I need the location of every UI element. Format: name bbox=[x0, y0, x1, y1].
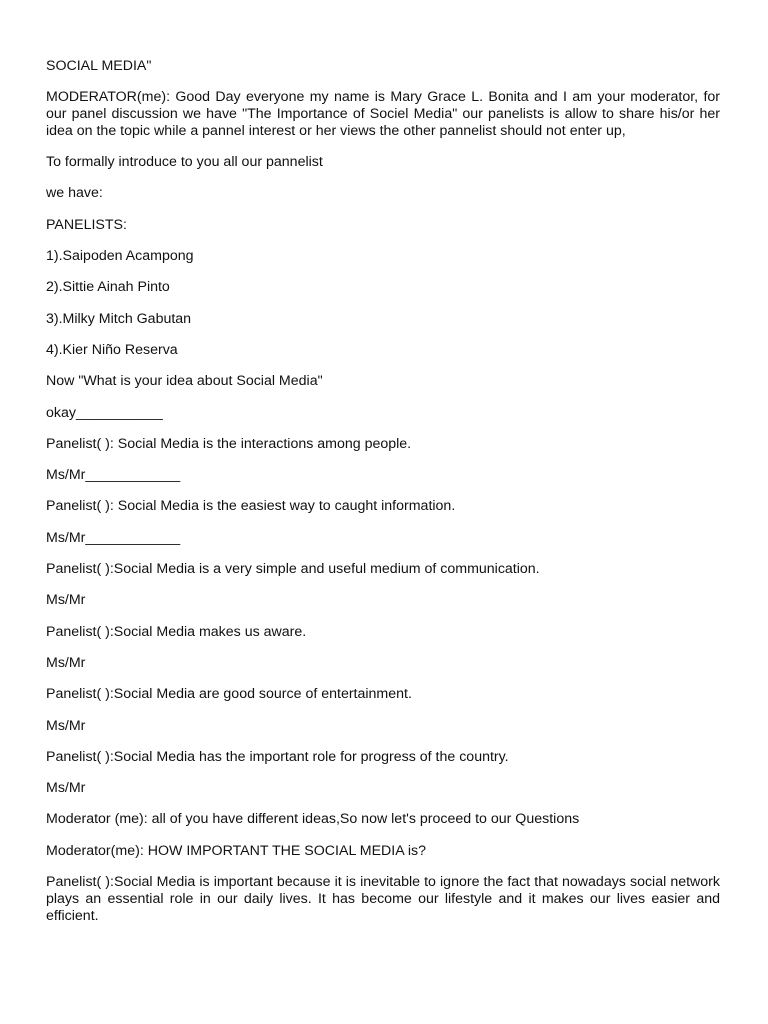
document-paragraph: Ms/Mr bbox=[46, 717, 86, 734]
document-paragraph: 2).Sittie Ainah Pinto bbox=[46, 279, 170, 296]
document-paragraph: Panelist( ): Social Media is the easiest way to caught information. bbox=[46, 498, 456, 515]
document-paragraph: okay___________ bbox=[46, 404, 163, 421]
document-paragraph: PANELISTS: bbox=[46, 216, 127, 233]
document-paragraph: Ms/Mr bbox=[46, 592, 86, 609]
document-paragraph: Now "What is your idea about Social Media" bbox=[46, 373, 323, 390]
document-paragraph: Panelist( ):Social Media is important because it is inevitable to ignore the fact that nowadays social network plays an essential role in our daily lives. It has become our lifestyle and it makes our lives easier and efficient. bbox=[46, 874, 724, 924]
document-paragraph: Ms/Mr____________ bbox=[46, 529, 181, 546]
document-paragraph: we have: bbox=[46, 185, 103, 202]
document-paragraph: Panelist( ): Social Media is the interactions among people. bbox=[46, 435, 412, 452]
document-paragraph: SOCIAL MEDIA" bbox=[46, 58, 152, 74]
document-paragraph: Panelist( ):Social Media makes us aware. bbox=[46, 623, 307, 640]
document-paragraph: To formally introduce to you all our pannelist bbox=[46, 154, 323, 171]
document-paragraph: 3).Milky Mitch Gabutan bbox=[46, 310, 192, 327]
document-paragraph: Ms/Mr bbox=[46, 654, 86, 671]
document-paragraph: Panelist( ):Social Media are good source of entertainment. bbox=[46, 686, 412, 703]
document-paragraph: 4).Kier Niño Reserva bbox=[46, 341, 178, 358]
document-paragraph: Ms/Mr bbox=[46, 780, 86, 797]
document-paragraph: Panelist( ):Social Media has the important role for progress of the country. bbox=[46, 748, 509, 765]
document-body bbox=[46, 58, 724, 939]
document-paragraph: 1).Saipoden Acampong bbox=[46, 248, 194, 265]
document-paragraph: Panelist( ):Social Media is a very simple and useful medium of communication. bbox=[46, 561, 540, 578]
document-paragraph: Ms/Mr____________ bbox=[46, 467, 181, 484]
document-paragraph: MODERATOR(me): Good Day everyone my name is Mary Grace L. Bonita and I am your moderator, for our panel discussion we have "The Importance of Sociel Media" our panelists is allow to share his/or her idea on the topic while a pannel interest or her views the other pannelist should not enter up, bbox=[46, 89, 724, 139]
document-paragraph: Moderator(me): HOW IMPORTANT THE SOCIAL MEDIA is? bbox=[46, 842, 426, 859]
document-paragraph: Moderator (me): all of you have different ideas,So now let's proceed to our Questions bbox=[46, 811, 580, 828]
